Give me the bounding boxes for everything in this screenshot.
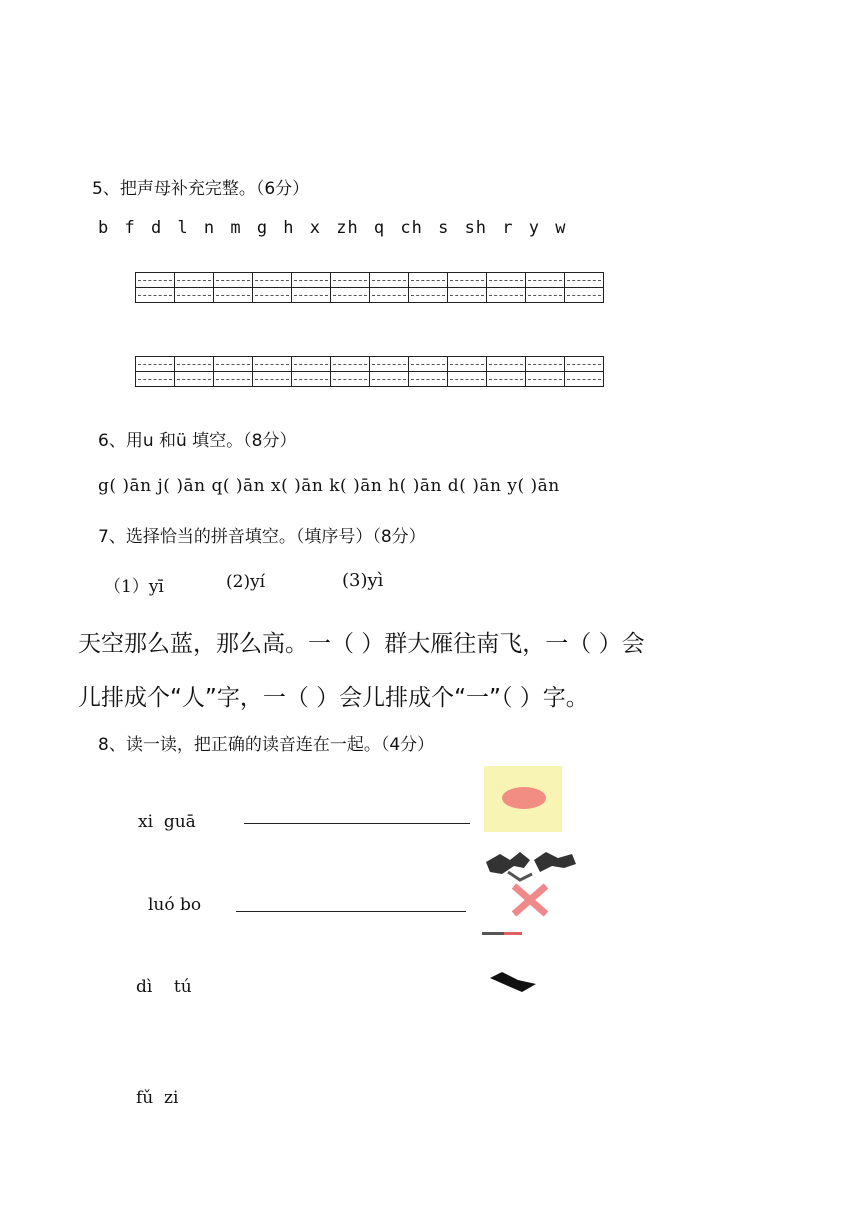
writing-cell[interactable] — [175, 372, 214, 387]
writing-cell[interactable] — [565, 357, 604, 372]
writing-cell[interactable] — [214, 357, 253, 372]
writing-cell[interactable] — [487, 372, 526, 387]
answer-line — [236, 911, 466, 912]
q7-option-2: (2)yí — [226, 572, 266, 592]
writing-cell[interactable] — [214, 273, 253, 288]
writing-cell[interactable] — [409, 357, 448, 372]
q8-word-1[interactable]: xi guā — [138, 812, 196, 832]
q5-letters: b f d l n m g h x zh q ch s sh r y w — [98, 218, 567, 238]
writing-cell[interactable] — [292, 357, 331, 372]
answer-line — [244, 823, 470, 824]
writing-cell[interactable] — [136, 273, 175, 288]
writing-cell[interactable] — [292, 288, 331, 303]
writing-cell[interactable] — [487, 288, 526, 303]
writing-cell[interactable] — [448, 357, 487, 372]
writing-cell[interactable] — [370, 357, 409, 372]
writing-cell[interactable] — [175, 273, 214, 288]
q7-option-3: (3)yì — [342, 570, 384, 591]
radish-picture[interactable] — [480, 846, 584, 942]
q8-word-4[interactable]: fǔ zi — [136, 1088, 179, 1108]
watermelon-picture[interactable] — [484, 766, 562, 832]
q8-word-3[interactable]: dì tú — [136, 977, 192, 997]
writing-cell[interactable] — [175, 288, 214, 303]
writing-cell[interactable] — [292, 372, 331, 387]
writing-cell[interactable] — [253, 372, 292, 387]
writing-cell[interactable] — [370, 288, 409, 303]
writing-cell[interactable] — [526, 288, 565, 303]
q7-title: 7、选择恰当的拼音填空。（填序号）（8分） — [98, 527, 426, 547]
q5-grid-row-2 — [135, 356, 604, 387]
q8-word-2[interactable]: luó bo — [148, 895, 202, 915]
q7-option-1: （1）yī — [104, 577, 164, 597]
writing-cell[interactable] — [526, 357, 565, 372]
writing-cell[interactable] — [526, 273, 565, 288]
q5-title: 5、把声母补充完整。（6分） — [92, 179, 310, 199]
writing-cell[interactable] — [253, 273, 292, 288]
q8-title: 8、读一读，把正确的读音连在一起。（4分） — [98, 735, 435, 755]
writing-cell[interactable] — [253, 288, 292, 303]
q6-title: 6、用u 和ü 填空。（8分） — [98, 431, 297, 451]
writing-cell[interactable] — [136, 357, 175, 372]
writing-cell[interactable] — [487, 357, 526, 372]
q6-fill-line: g( )ān j( )ān q( )ān x( )ān k( )ān h( )ān d( )ān y( )ān — [98, 476, 560, 496]
writing-cell[interactable] — [214, 372, 253, 387]
writing-cell[interactable] — [331, 357, 370, 372]
writing-cell[interactable] — [370, 273, 409, 288]
map-picture[interactable] — [488, 970, 540, 996]
writing-cell[interactable] — [136, 288, 175, 303]
writing-cell[interactable] — [331, 372, 370, 387]
writing-cell[interactable] — [487, 273, 526, 288]
writing-cell[interactable] — [565, 288, 604, 303]
writing-cell[interactable] — [136, 372, 175, 387]
writing-cell[interactable] — [370, 372, 409, 387]
q7-sentence-2: 儿排成个“人”字，一（ ）会儿排成个“一”（ ）字。 — [78, 685, 589, 711]
writing-cell[interactable] — [565, 372, 604, 387]
writing-cell[interactable] — [331, 273, 370, 288]
writing-cell[interactable] — [409, 273, 448, 288]
writing-cell[interactable] — [292, 273, 331, 288]
q7-sentence-1: 天空那么蓝，那么高。一（ ）群大雁往南飞，一（ ）会 — [78, 631, 645, 657]
writing-cell[interactable] — [448, 372, 487, 387]
writing-cell[interactable] — [331, 288, 370, 303]
writing-cell[interactable] — [409, 288, 448, 303]
writing-cell[interactable] — [253, 357, 292, 372]
writing-cell[interactable] — [214, 288, 253, 303]
writing-cell[interactable] — [565, 273, 604, 288]
writing-cell[interactable] — [526, 372, 565, 387]
writing-cell[interactable] — [448, 288, 487, 303]
writing-cell[interactable] — [448, 273, 487, 288]
writing-cell[interactable] — [409, 372, 448, 387]
writing-cell[interactable] — [175, 357, 214, 372]
q5-grid-row-1 — [135, 272, 604, 303]
